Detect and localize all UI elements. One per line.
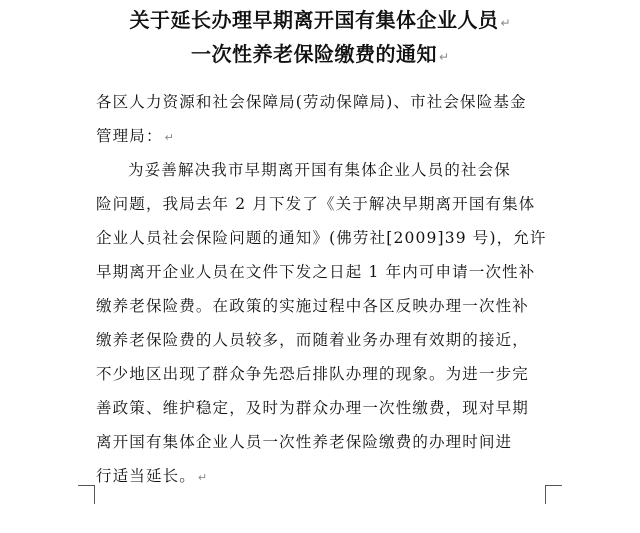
- body-line: [96, 126, 566, 148]
- line-text: 企业人员社会保险问题的通知》(佛劳社[2009]39 号)，允许: [96, 229, 547, 247]
- paragraph-mark-icon: ↵: [164, 131, 174, 144]
- line-text: 早期离开企业人员在文件下发之日起 1 年内可申请一次性补: [96, 263, 536, 281]
- line-text: 险问题，我局去年 2 月下发了《关于解决早期离开国有集体: [96, 195, 536, 213]
- line-text: 各区人力资源和社会保障局(劳动保障局)、市社会保险基金: [96, 93, 527, 111]
- title-text: 一次性养老保险缴费的通知: [190, 42, 437, 66]
- body-line: [96, 364, 566, 384]
- line-text: 缴养老保险费的人员较多，而随着业务办理有效期的接近，: [96, 331, 529, 349]
- paragraph-mark-icon: ↵: [500, 16, 511, 30]
- line-text: 缴养老保险费。在政策的实施过程中各区反映办理一次性补: [96, 297, 529, 315]
- body-line: [96, 228, 566, 248]
- body-line: [96, 194, 566, 214]
- line-text: 不少地区出现了群众争先恐后排队办理的现象。为进一步完: [96, 365, 529, 383]
- document-title-line-2: [0, 42, 640, 69]
- line-text: 行适当延长。: [96, 467, 196, 485]
- document-title-line-1: [0, 8, 640, 35]
- body-line: [128, 160, 598, 180]
- line-text: 善政策、维护稳定，及时为群众办理一次性缴费，现对早期: [96, 399, 529, 417]
- body-line: [96, 262, 566, 282]
- body-line: [96, 330, 566, 350]
- body-line: [96, 92, 566, 112]
- line-text: 管理局：: [96, 127, 163, 145]
- line-text: 为妥善解决我市早期离开国有集体企业人员的社会保: [128, 161, 511, 179]
- page-margin-corner-right: [545, 485, 562, 504]
- title-text: 关于延长办理早期离开国有集体企业人员: [129, 8, 499, 32]
- body-line: [96, 432, 566, 452]
- body-line: [96, 296, 566, 316]
- paragraph-mark-icon: ↵: [438, 50, 450, 64]
- page-margin-corner-left: [78, 485, 95, 504]
- body-line: [96, 466, 566, 488]
- line-text: 离开国有集体企业人员一次性养老保险缴费的办理时间进: [96, 433, 513, 451]
- paragraph-mark-icon: ↵: [197, 471, 208, 484]
- body-line: [96, 398, 566, 418]
